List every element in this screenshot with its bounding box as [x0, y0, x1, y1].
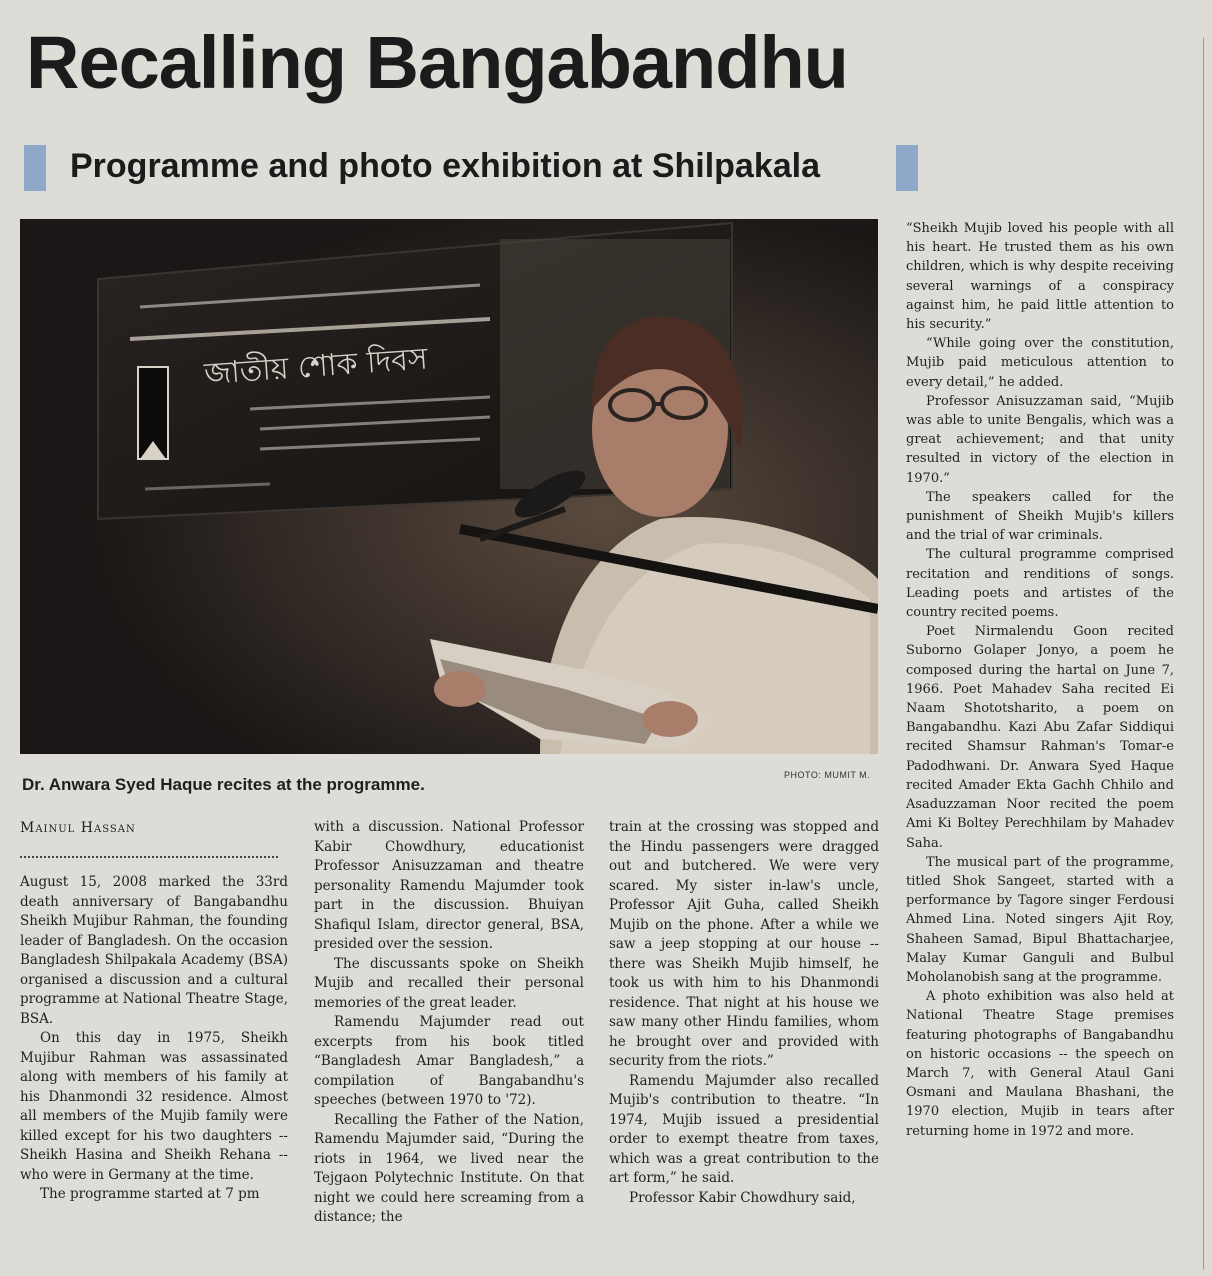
photo-illustration	[20, 219, 878, 754]
article-paragraph: Ramendu Majumder read out excerpts from his book titled “Bangladesh Amar Bangladesh,” a compilation of Bangabandhu's speeches (between 1970 to '72).	[314, 1014, 584, 1108]
article-paragraph: A photo exhibition was also held at National Theatre Stage premises featuring photographs of Bangabandhu on historic occasions -- the speech on March 7, with General Ataul Gani Osmani and Maulana Bhashani, the 1970 election, Mujib in tears after returning home in 1972 and more.	[906, 989, 1174, 1139]
article-paragraph: Professor Anisuzzaman said, “Mujib was able to unite Bengalis, which was a great achievement; and that unity resulted in victory of the election in 1970.”	[906, 393, 1174, 486]
article-paragraph: Professor Kabir Chowdhury said,	[629, 1189, 856, 1206]
article-paragraph: “Sheikh Mujib loved his people with all his heart. He trusted them as his own children, which is why despite receiving several warnings of a conspiracy against him, he paid little attention to his security.”	[906, 221, 1174, 333]
article-column-3	[609, 818, 879, 1208]
article-paragraph: On this day in 1975, Sheikh Mujibur Rahman was assassinated along with members of his family at his Dhanmondi 32 residence. Almost all members of the Mujib family were killed except for his two daughters -- Sheikh Hasina and Sheikh Rehana -- who were in Germany at the time.	[20, 1030, 288, 1183]
deck-accent-bar-left	[24, 145, 46, 191]
article-paragraph: Ramendu Majumder also recalled Mujib's contribution to theatre. “In 1974, Mujib issued a presidential order to exempt theatre from taxes, which was a great contribution to the art form,” he said.	[609, 1072, 879, 1186]
article-column-1	[20, 873, 288, 1205]
article-paragraph: The musical part of the programme, titled Shok Sangeet, started with a performance by Tagore singer Ferdousi Ahmed Lina. Noted singers Ajit Roy, Shaheen Samad, Bipul Bhattacharjee, Malay Kumar Ganguli and Bulbul Moholanobish sang at the programme.	[906, 854, 1174, 985]
article-column-2	[314, 818, 584, 1228]
page-column-rule	[1203, 38, 1204, 1270]
article-paragraph: The programme started at 7 pm	[40, 1186, 260, 1202]
byline: Mainul Hassan	[20, 820, 136, 836]
photo-caption: Dr. Anwara Syed Haque recites at the programme.	[22, 775, 425, 794]
article-column-4	[906, 219, 1174, 1141]
byline-dotted-rule	[20, 856, 278, 858]
article-paragraph: train at the crossing was stopped and the Hindu passengers were dragged out and butchered. We were very scared. My sister in-law's uncle, Professor Ajit Guha, called Sheikh Mujib on the phone. After a while we saw a jeep stopping at our house -- there was Sheikh Mujib himself, he took us with him to his Dhanmondi residence. That night at his house we saw many other Hindu families, whom he brought over and provided with security from the riots.”	[609, 819, 879, 1069]
article-paragraph: “While going over the constitution, Mujib paid meticulous attention to every detail,” he added.	[906, 336, 1174, 390]
article-paragraph: The discussants spoke on Sheikh Mujib and recalled their personal memories of the great leader.	[314, 955, 584, 1011]
article-paragraph: Poet Nirmalendu Goon recited Suborno Golaper Jonyo, a poem he composed during the hartal on June 7, 1966. Poet Mahadev Saha recited Ei Naam Shototsharito, a poem on Bangabandhu. Kazi Abu Zafar Siddiqui recited Shamsur Rahman's Tomar-e Padodhwani. Dr. Anwara Syed Haque recited Amader Ekta Gachh Chhilo and Asaduzzaman Noor recited the poem Ami Ki Boltey Perechhilam by Mahadev Saha.	[906, 624, 1174, 851]
news-photo	[20, 219, 878, 754]
photo-credit: PHOTO: MUMIT M.	[784, 770, 871, 780]
article-paragraph: The speakers called for the punishment of Sheikh Mujib's killers and the trial of war criminals.	[906, 489, 1174, 544]
banner-text: জাতীয় শোক দিবস	[203, 341, 429, 392]
article-paragraph: The cultural programme comprised recitation and renditions of songs. Leading poets and artistes of the country recited poems.	[906, 547, 1174, 621]
deck	[24, 143, 918, 193]
article-paragraph: August 15, 2008 marked the 33rd death anniversary of Bangabandhu Sheikh Mujibur Rahman, the founding leader of Bangladesh. On the occasion Bangladesh Shilpakala Academy (BSA) organised a discussion and a cultural programme at National Theatre Stage, BSA.	[20, 874, 288, 1027]
deck-accent-bar-right	[896, 145, 918, 191]
deck-text: Programme and photo exhibition at Shilpakala	[70, 147, 821, 185]
headline: Recalling Bangabandhu	[26, 21, 848, 104]
article-paragraph: Recalling the Father of the Nation, Ramendu Majumder said, “During the riots in 1964, we lived near the Tejgaon Polytechnic Institute. On that night we could here screaming from a distance; the	[314, 1111, 584, 1225]
article-paragraph: with a discussion. National Professor Kabir Chowdhury, educationist Professor Anisuzzaman and theatre personality Ramendu Majumder took part in the discussion. Bhuiyan Shafiqul Islam, director general, BSA, presided over the session.	[314, 819, 584, 952]
